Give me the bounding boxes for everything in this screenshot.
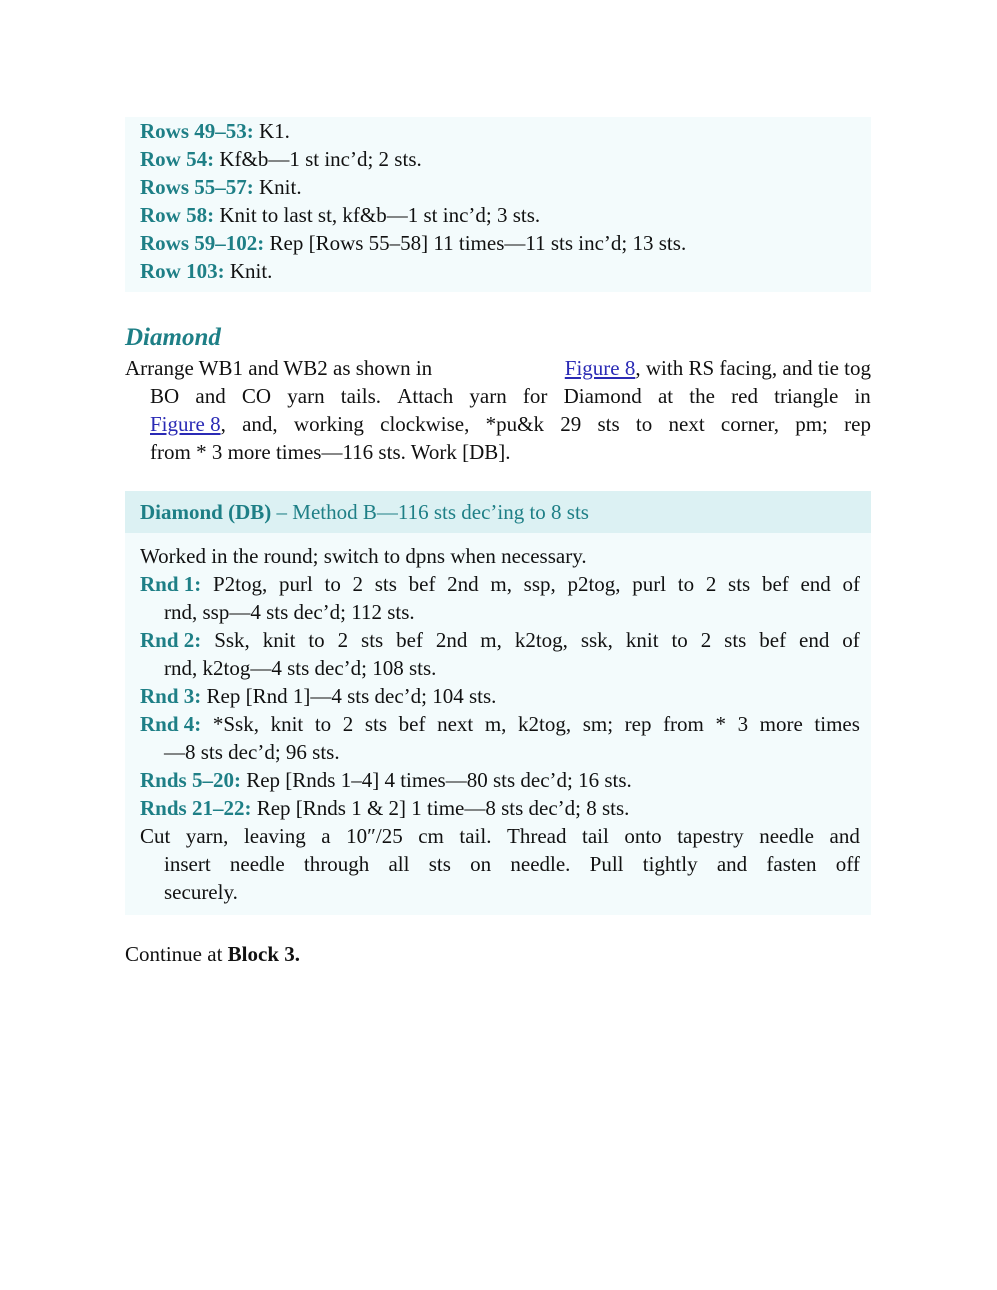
- word: and: [829, 824, 860, 848]
- word: all: [388, 852, 410, 876]
- paragraph-line: [125, 438, 871, 466]
- word: next: [668, 412, 705, 436]
- word: 2: [705, 572, 717, 596]
- word: from: [663, 712, 704, 736]
- word: of: [842, 572, 860, 596]
- word: and: [195, 384, 226, 408]
- word: *: [715, 712, 726, 736]
- word: sts: [364, 712, 388, 736]
- word: end: [800, 572, 831, 596]
- word: sts: [597, 412, 620, 436]
- word: ,: [220, 412, 226, 436]
- word: triangle: [774, 384, 839, 408]
- continue-text: Continue at: [125, 942, 228, 966]
- diamond-db-body: [125, 533, 871, 906]
- word: to: [677, 572, 695, 596]
- word: sts: [361, 628, 384, 652]
- word: tapestry: [677, 824, 744, 848]
- word: and,: [242, 412, 278, 436]
- row-label: Rows 55–57:: [140, 175, 254, 199]
- word: 2: [700, 628, 712, 652]
- word: P2tog,: [212, 572, 268, 596]
- word: rep: [624, 712, 652, 736]
- word: in: [854, 384, 871, 408]
- cut-text: securely.: [164, 880, 238, 904]
- word: BO: [150, 384, 180, 408]
- word: onto: [624, 824, 662, 848]
- word: CO: [241, 384, 272, 408]
- rnd-text: Rep [Rnds 1 & 2] 1 time—8 sts dec’d; 8 sts.: [251, 796, 630, 820]
- paragraph-line: [125, 382, 871, 410]
- rnd-label: Rnd 3:: [140, 684, 202, 708]
- row-label: Row 58:: [140, 203, 215, 227]
- word: fasten: [766, 852, 817, 876]
- row-text: Knit.: [224, 259, 273, 283]
- paragraph-text: Arrange WB1 and WB2 as shown in: [125, 356, 433, 380]
- word: rep: [844, 412, 871, 436]
- word: next: [437, 712, 474, 736]
- word: end: [799, 628, 830, 652]
- word: tail: [581, 824, 609, 848]
- word: 2: [352, 572, 364, 596]
- row-label: Row 103:: [140, 259, 225, 283]
- word: sm;: [582, 712, 614, 736]
- rnd-2-cont: [140, 654, 860, 682]
- word: for: [522, 384, 548, 408]
- row-instruction: [140, 145, 856, 173]
- header-title: Diamond (DB): [140, 500, 272, 524]
- word: working: [293, 412, 364, 436]
- word: bef: [759, 628, 787, 652]
- figure-8-link[interactable]: Figure 8: [564, 356, 636, 380]
- word: knit: [625, 628, 659, 652]
- row-text: Knit to last st, kf&b—1 st inc’d; 3 sts.: [214, 203, 541, 227]
- word: purl: [278, 572, 313, 596]
- word: ssk,: [580, 628, 613, 652]
- word: tightly: [642, 852, 698, 876]
- word: sts: [724, 628, 747, 652]
- word: 2: [337, 628, 349, 652]
- word: sts: [728, 572, 751, 596]
- word: ssp,: [523, 572, 556, 596]
- continue-note: [125, 940, 300, 968]
- word: to: [671, 628, 688, 652]
- word: the: [689, 384, 715, 408]
- row-text: Rep [Rows 55–58] 11 times—11 sts inc’d; 13 sts.: [264, 231, 687, 255]
- row-instruction: [140, 257, 856, 285]
- diamond-db-header: [125, 491, 871, 533]
- word: k2tog,: [518, 712, 572, 736]
- word: times: [814, 712, 860, 736]
- rnd-label: Rnd 4:: [140, 712, 202, 736]
- rnd-1-line: [140, 570, 860, 598]
- figure-8-link[interactable]: Figure 8: [150, 412, 221, 436]
- rnd-text: Rep [Rnds 1–4] 4 times—80 sts dec’d; 16 sts.: [240, 768, 632, 792]
- word: knit: [262, 628, 296, 652]
- word: cm: [418, 824, 444, 848]
- word: sts: [428, 852, 451, 876]
- paragraph-text: , with RS facing, and tie tog: [635, 356, 871, 380]
- cut-yarn-line: [140, 822, 860, 850]
- word: to: [635, 412, 653, 436]
- word: insert: [164, 852, 211, 876]
- row-text: K1.: [253, 119, 290, 143]
- row-text: Kf&b—1 st inc’d; 2 sts.: [214, 147, 422, 171]
- rnd-text: rnd, ssp—4 sts dec’d; 112 sts.: [164, 600, 415, 624]
- word: tails.: [340, 384, 382, 408]
- section-heading-diamond: Diamond: [125, 324, 221, 351]
- intro-text: Worked in the round; switch to dpns when necessary.: [140, 544, 587, 568]
- word: tail.: [459, 824, 492, 848]
- word: clockwise,: [380, 412, 470, 436]
- word: to: [324, 572, 341, 596]
- word: needle: [229, 852, 285, 876]
- rnd-label: Rnd 1:: [140, 572, 202, 596]
- word: k2tog,: [514, 628, 568, 652]
- word: yarn: [469, 384, 507, 408]
- intro-line: [140, 542, 860, 570]
- word: Ssk,: [214, 628, 250, 652]
- word: 10″/25: [346, 824, 403, 848]
- row-text: Knit.: [253, 175, 302, 199]
- paragraph-line: [125, 410, 871, 438]
- word: at: [657, 384, 674, 408]
- word: p2tog,: [567, 572, 621, 596]
- word: m,: [484, 712, 507, 736]
- word: 3: [737, 712, 749, 736]
- row-instruction: [140, 173, 856, 201]
- rnds-5-20-line: [140, 766, 860, 794]
- word: red: [731, 384, 758, 408]
- diamond-instructions-paragraph: [125, 354, 871, 466]
- rnd-text: —8 sts dec’d; 96 sts.: [164, 740, 340, 764]
- word: a: [321, 824, 331, 848]
- word: to: [314, 712, 332, 736]
- word: needle: [759, 824, 814, 848]
- word: knit: [270, 712, 304, 736]
- word: Pull: [589, 852, 624, 876]
- rnd-4-line: [140, 710, 860, 738]
- word: and: [716, 852, 748, 876]
- word: bef: [398, 712, 426, 736]
- word: corner,: [720, 412, 779, 436]
- row-instruction: [140, 201, 856, 229]
- rows-instructions-box: [125, 117, 871, 292]
- paragraph-text: from * 3 more times—116 sts. Work [DB].: [150, 440, 511, 464]
- rnd-2-line: [140, 626, 860, 654]
- word: off: [835, 852, 860, 876]
- cut-yarn-line: [140, 850, 860, 878]
- rnd-1-cont: [140, 598, 860, 626]
- word: 29: [560, 412, 582, 436]
- word: *Ssk,: [212, 712, 259, 736]
- word: through: [303, 852, 370, 876]
- word: purl: [632, 572, 667, 596]
- word: Cut: [140, 824, 171, 848]
- word: 2nd: [435, 628, 468, 652]
- word: Thread: [507, 824, 567, 848]
- word: of: [842, 628, 860, 652]
- word: yarn: [287, 384, 325, 408]
- row-label: Row 54:: [140, 147, 215, 171]
- rnds-21-22-line: [140, 794, 860, 822]
- row-label: Rows 59–102:: [140, 231, 265, 255]
- word: 2: [342, 712, 354, 736]
- row-instruction: [140, 117, 856, 145]
- word: bef: [396, 628, 423, 652]
- continue-block-ref: Block 3.: [227, 942, 300, 966]
- word: Diamond: [563, 384, 642, 408]
- rnd-label: Rnds 21–22:: [140, 796, 252, 820]
- row-label: Rows 49–53:: [140, 119, 254, 143]
- rnd-label: Rnds 5–20:: [140, 768, 241, 792]
- word: yarn,: [185, 824, 229, 848]
- word: needle.: [510, 852, 571, 876]
- row-instruction: [140, 229, 856, 257]
- word: leaving: [243, 824, 306, 848]
- diamond-db-box: [125, 491, 871, 915]
- rnd-4-cont: [140, 738, 860, 766]
- word: m,: [480, 628, 502, 652]
- word: to: [308, 628, 325, 652]
- cut-yarn-line: [140, 878, 860, 906]
- word: on: [470, 852, 492, 876]
- rnd-3-line: [140, 682, 860, 710]
- word: m,: [490, 572, 512, 596]
- word: bef: [761, 572, 789, 596]
- word: bef: [408, 572, 436, 596]
- paragraph-line: [125, 354, 871, 382]
- word: 2nd: [447, 572, 479, 596]
- rnd-label: Rnd 2:: [140, 628, 202, 652]
- rnd-text: rnd, k2tog—4 sts dec’d; 108 sts.: [164, 656, 437, 680]
- header-subtitle: – Method B—116 sts dec’ing to 8 sts: [271, 500, 589, 524]
- rnd-text: Rep [Rnd 1]—4 sts dec’d; 104 sts.: [201, 684, 497, 708]
- word: Attach: [397, 384, 454, 408]
- word: more: [759, 712, 803, 736]
- word: pm;: [795, 412, 828, 436]
- word: *pu&k: [485, 412, 544, 436]
- word: sts: [374, 572, 397, 596]
